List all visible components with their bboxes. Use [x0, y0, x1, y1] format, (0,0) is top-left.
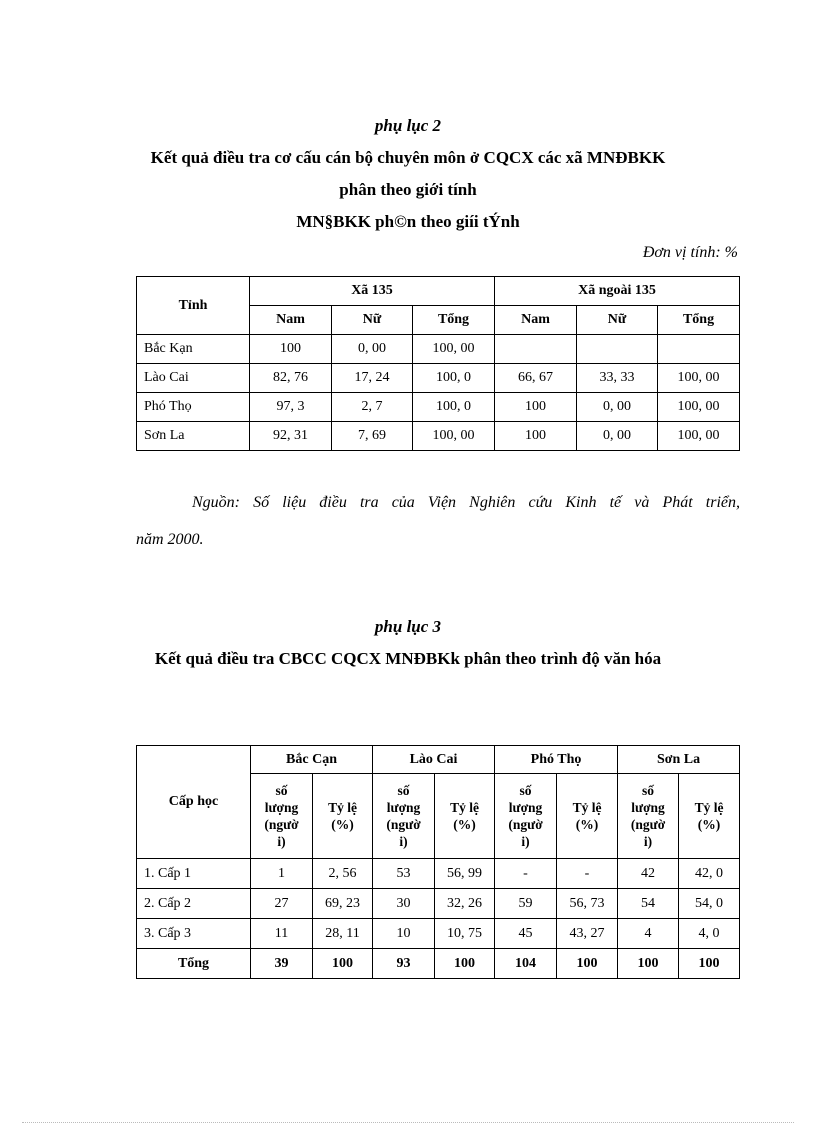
table-cell: 17, 24 [332, 364, 413, 393]
corner-header: Cấp học [137, 746, 251, 859]
table-cell: 0, 00 [577, 422, 658, 451]
table-row [137, 919, 740, 949]
appendix-2-title-line-3: MN§BKK ph©n theo giíi tÝnh [296, 212, 520, 231]
table-cell: 43, 27 [557, 919, 618, 949]
table-cell: 2, 7 [332, 393, 413, 422]
table-cell: 54, 0 [679, 889, 740, 919]
table-cell: 69, 23 [313, 889, 373, 919]
appendix-3-label: phụ lục 3 [374, 617, 442, 636]
table-cell: 7, 69 [332, 422, 413, 451]
count-subheader: số lượng (ngườ i) [251, 774, 313, 859]
count-subheader: số lượng (ngườ i) [618, 774, 679, 859]
table-cell: 100, 0 [413, 393, 495, 422]
table-cell: 56, 73 [557, 889, 618, 919]
table-cell: 0, 00 [577, 393, 658, 422]
table-cell: 1 [251, 859, 313, 889]
ratio-subheader: Tỷ lệ (%) [435, 774, 495, 859]
table-cell: 100 [495, 422, 577, 451]
appendix-3-title: Kết quả điều tra CBCC CQCX MNĐBKk phân theo trình độ văn hóa [154, 649, 662, 668]
appendix-2-title-line-1: Kết quả điều tra cơ cấu cán bộ chuyên môn ở CQCX các xã MNĐBKK [150, 148, 666, 167]
table-cell: 30 [373, 889, 435, 919]
table-row [137, 422, 740, 451]
ratio-subheader: Tỷ lệ (%) [557, 774, 618, 859]
table-cell: 32, 26 [435, 889, 495, 919]
table-cell: 100 [435, 949, 495, 979]
table-cell [495, 335, 577, 364]
table-cell: 4, 0 [679, 919, 740, 949]
table-cell: 100, 00 [658, 393, 740, 422]
table-cell: 0, 00 [332, 335, 413, 364]
table-cell: 100 [313, 949, 373, 979]
table-cell: 4 [618, 919, 679, 949]
count-subheader: số lượng (ngườ i) [373, 774, 435, 859]
province-header: Bắc Cạn [251, 746, 373, 774]
table-cell: 100 [679, 949, 740, 979]
province-header: Sơn La [618, 746, 740, 774]
table-row [137, 889, 740, 919]
ratio-subheader: Tỷ lệ (%) [313, 774, 373, 859]
source-line-1: Nguồn: Số liệu điều tra của Viện Nghiên cứu Kinh tế và Phát triển, [192, 494, 740, 511]
table-cell: 2, 56 [313, 859, 373, 889]
table-cell: 100 [495, 393, 577, 422]
col-header: Nam [250, 306, 332, 335]
total-label: Tổng [137, 949, 251, 979]
table-cell: 104 [495, 949, 557, 979]
table-cell: 100, 0 [413, 364, 495, 393]
table-cell: 56, 99 [435, 859, 495, 889]
table-cell: 100, 00 [658, 364, 740, 393]
row-label: 1. Cấp 1 [137, 859, 251, 889]
source-note [136, 484, 740, 558]
table-cell [577, 335, 658, 364]
table-cell: 39 [251, 949, 313, 979]
row-label: Phó Thọ [137, 393, 250, 422]
ratio-subheader: Tỷ lệ (%) [679, 774, 740, 859]
corner-header: Tỉnh [137, 277, 250, 335]
table-row [137, 364, 740, 393]
table-cell: 53 [373, 859, 435, 889]
col-header: Tổng [413, 306, 495, 335]
col-header: Tổng [658, 306, 740, 335]
group-header-outside-135: Xã ngoài 135 [495, 277, 740, 306]
table-cell: 10 [373, 919, 435, 949]
table-row [137, 859, 740, 889]
table-cell: 93 [373, 949, 435, 979]
table-cell: 100, 00 [413, 335, 495, 364]
appendix-2-label: phụ lục 2 [374, 116, 442, 135]
table-cell: 100 [250, 335, 332, 364]
table-cell: 33, 33 [577, 364, 658, 393]
col-header: Nữ [332, 306, 413, 335]
row-label: Lào Cai [137, 364, 250, 393]
row-label: Bắc Kạn [137, 335, 250, 364]
table-cell [658, 335, 740, 364]
table-cell: 100, 00 [413, 422, 495, 451]
table-cell: 54 [618, 889, 679, 919]
table-cell: 100 [618, 949, 679, 979]
count-subheader: số lượng (ngườ i) [495, 774, 557, 859]
table-cell: 100, 00 [658, 422, 740, 451]
province-header: Lào Cai [373, 746, 495, 774]
table-cell: 27 [251, 889, 313, 919]
table-cell: 92, 31 [250, 422, 332, 451]
gender-structure-table [136, 276, 740, 451]
table-cell: 97, 3 [250, 393, 332, 422]
table-row [137, 393, 740, 422]
source-line-2: năm 2000. [136, 531, 204, 548]
table-cell: 11 [251, 919, 313, 949]
group-header-135: Xã 135 [250, 277, 495, 306]
row-label: Sơn La [137, 422, 250, 451]
table-row [137, 335, 740, 364]
table-cell: 42, 0 [679, 859, 740, 889]
table-cell: 28, 11 [313, 919, 373, 949]
total-row [137, 949, 740, 979]
table-cell: 42 [618, 859, 679, 889]
appendix-2-title-line-2: phân theo giới tính [339, 180, 477, 199]
unit-label: Đơn vị tính: % [642, 244, 738, 261]
table-cell: 45 [495, 919, 557, 949]
table-cell: 66, 67 [495, 364, 577, 393]
table-cell: 100 [557, 949, 618, 979]
province-header: Phó Thọ [495, 746, 618, 774]
col-header: Nữ [577, 306, 658, 335]
table-cell: 10, 75 [435, 919, 495, 949]
table-cell: - [557, 859, 618, 889]
row-label: 2. Cấp 2 [137, 889, 251, 919]
table-cell: 82, 76 [250, 364, 332, 393]
table-cell: 59 [495, 889, 557, 919]
education-level-table [136, 745, 740, 979]
col-header: Nam [495, 306, 577, 335]
table-cell: - [495, 859, 557, 889]
row-label: 3. Cấp 3 [137, 919, 251, 949]
